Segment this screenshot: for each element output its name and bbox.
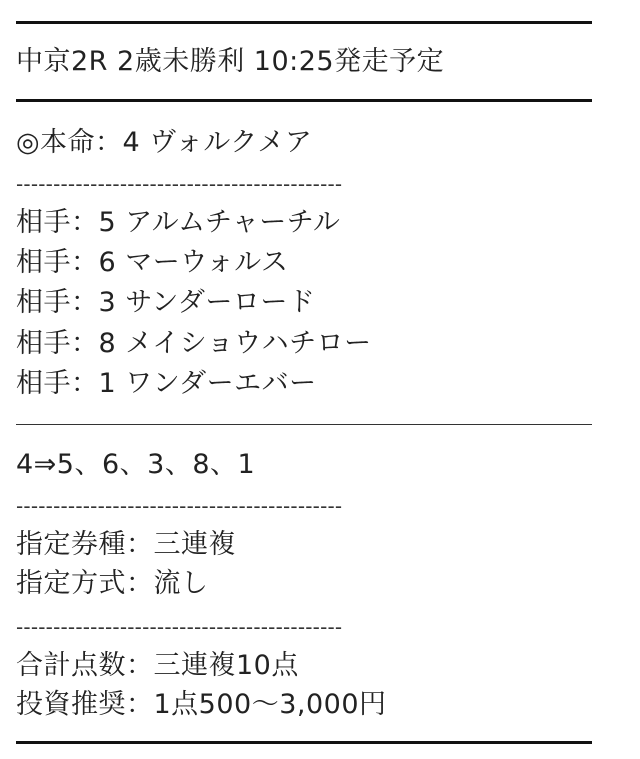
ticket-type: 指定券種：三連複	[16, 529, 236, 560]
bottom-divider	[16, 741, 592, 744]
recommended-stake: 投資推奨：1点500〜3,000円	[16, 689, 387, 720]
top-divider	[16, 21, 592, 24]
total-points: 合計点数：三連複10点	[16, 650, 299, 681]
race-title: 中京2R 2歳未勝利 10:25発走予定	[16, 46, 445, 77]
dashed-divider: --------------------------------------------	[16, 617, 343, 637]
partner-item: 相手：1 ワンダーエバー	[16, 368, 317, 399]
dashed-divider: --------------------------------------------	[16, 174, 343, 194]
ticket-method: 指定方式：流し	[16, 568, 209, 599]
partner-item: 相手：5 アルムチャーチル	[16, 207, 341, 238]
partner-item: 相手：6 マーウォルス	[16, 247, 289, 278]
dashed-divider: --------------------------------------------	[16, 496, 343, 516]
partner-item: 相手：8 メイショウハチロー	[16, 328, 372, 359]
combination: 4⇒5、6、3、8、1	[16, 449, 256, 480]
partner-item: 相手：3 サンダーロード	[16, 287, 316, 318]
partners-divider	[16, 424, 592, 425]
main-pick: ◎本命：4 ヴォルクメア	[16, 127, 313, 158]
title-divider	[16, 99, 592, 102]
